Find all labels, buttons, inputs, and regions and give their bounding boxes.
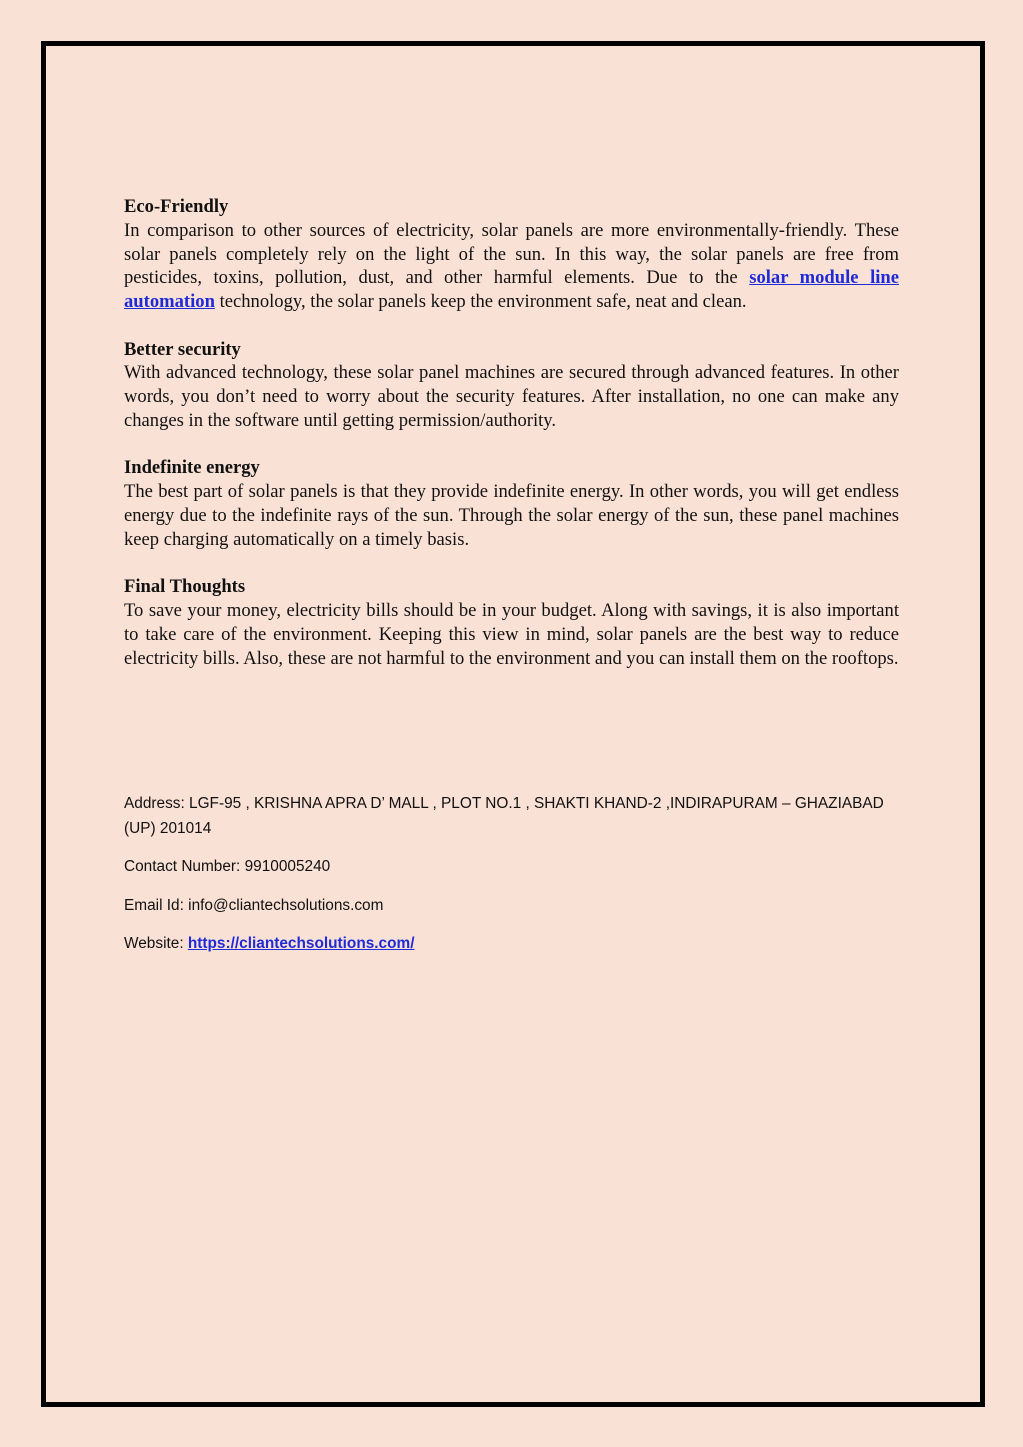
section-eco-friendly: [124, 195, 899, 314]
contact-email: Email Id: info@cliantechsolutions.com: [124, 896, 384, 914]
contact-block: [124, 792, 899, 971]
document-body: [124, 195, 899, 694]
contact-address: Address: LGF-95 , KRISHNA APRA D’ MALL , PLOT NO.1 , SHAKTI KHAND-2 ,INDIRAPURAM – GHAZIABAD (UP) 201014: [124, 795, 884, 837]
section-heading: Final Thoughts: [124, 576, 246, 598]
section-better-security: [124, 338, 899, 433]
contact-phone: Contact Number: 9910005240: [124, 858, 331, 875]
website-label: Website:: [124, 935, 188, 952]
section-heading: Better security: [124, 338, 241, 360]
section-heading: Indefinite energy: [124, 457, 260, 479]
section-paragraph: The best part of solar panels is that they provide indefinite energy. In other words, you will get endless energy due to the indefinite rays of the sun. Through the solar energy of the sun, these panel machines keep charging automatically on a timely basis.: [124, 481, 899, 550]
section-final-thoughts: [124, 575, 899, 670]
section-indefinite-energy: [124, 456, 899, 551]
website-link[interactable]: https://cliantechsolutions.com/: [187, 935, 415, 952]
paragraph-text: In comparison to other sources of electricity, solar panels are more environmentally-friendly. These solar panels completely rely on the light of the sun. In this way, the solar panels are free from pesticides, toxins, pollution, dust, and other harmful elements. Due to the: [124, 219, 899, 289]
solar-module-link[interactable]: solar module line automation: [124, 267, 899, 313]
contact-website: [124, 932, 899, 957]
section-heading: Eco-Friendly: [124, 196, 229, 217]
section-paragraph: With advanced technology, these solar panel machines are secured through advanced features. In other words, you don’t need to worry about the security features. After installation, no one can make any changes in the software until getting permission/authority.: [124, 362, 899, 431]
section-paragraph: [124, 219, 899, 314]
paragraph-text: technology, the solar panels keep the environment safe, neat and clean.: [214, 291, 747, 313]
section-paragraph: To save your money, electricity bills should be in your budget. Along with savings, it is also important to take care of the environment. Keeping this view in mind, solar panels are the best way to reduce electricity bills. Also, these are not harmful to the environment and you can install them on the rooftops.: [124, 599, 899, 669]
